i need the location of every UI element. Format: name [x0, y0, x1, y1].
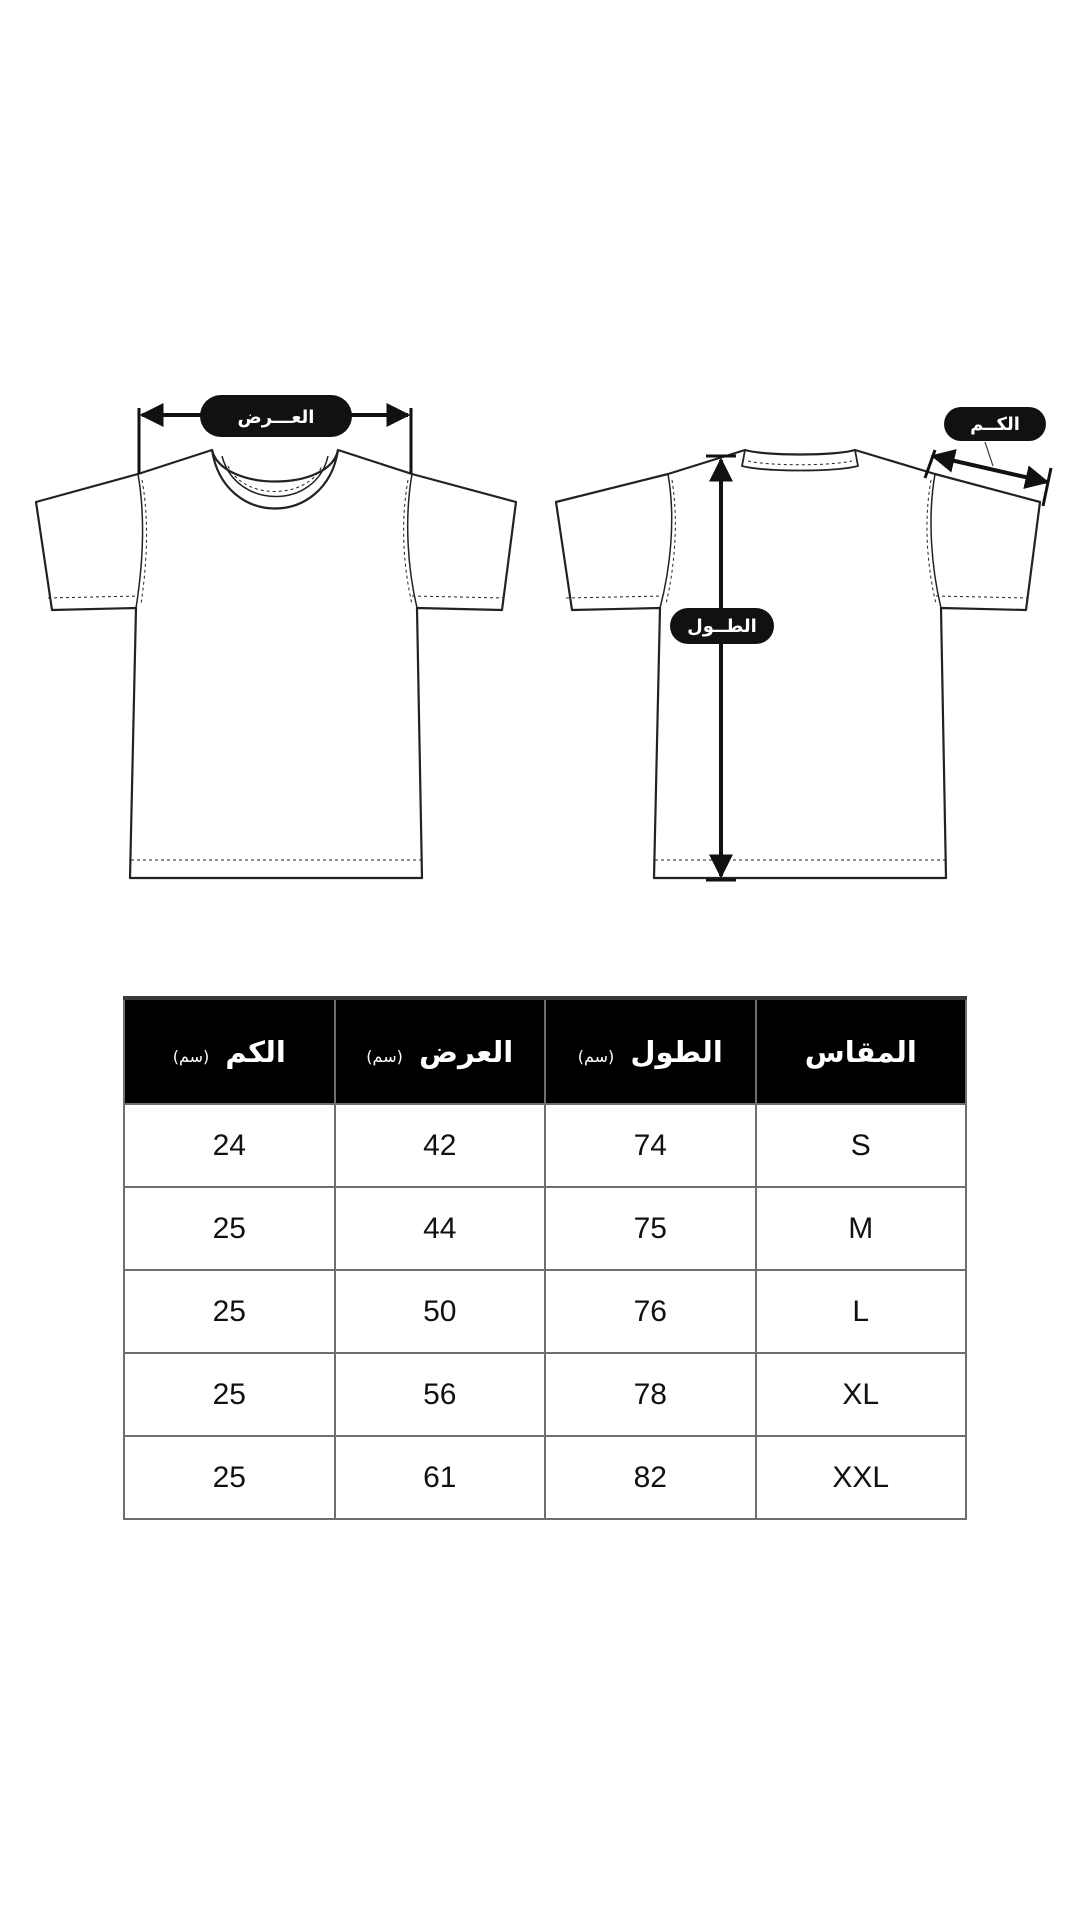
header-length-unit: (سم)	[577, 1046, 615, 1066]
header-size	[756, 998, 967, 1104]
table-header-row	[124, 998, 966, 1104]
header-size-label: المقاس	[804, 1034, 917, 1069]
header-width-label: العرض	[418, 1034, 514, 1069]
cell-width: 42	[335, 1104, 546, 1187]
cell-size: S	[756, 1104, 967, 1187]
cell-length: 82	[545, 1436, 756, 1519]
size-chart-table	[123, 996, 967, 1520]
cell-length: 78	[545, 1353, 756, 1436]
header-length-label: الطول	[630, 1034, 723, 1069]
cell-size: XL	[756, 1353, 967, 1436]
header-width-unit: (سم)	[366, 1046, 403, 1066]
cell-length: 75	[545, 1187, 756, 1270]
front-width-label: العـــرض	[237, 407, 315, 428]
cell-width: 50	[335, 1270, 546, 1353]
cell-length: 74	[545, 1104, 756, 1187]
cell-sleeve: 25	[124, 1187, 335, 1270]
header-sleeve-label: الكم	[225, 1034, 286, 1069]
header-sleeve	[124, 998, 335, 1104]
table-row	[124, 1187, 966, 1270]
table-row	[124, 1104, 966, 1187]
back-length-label: الطــول	[687, 616, 757, 637]
cell-size: XXL	[756, 1436, 967, 1519]
cell-width: 61	[335, 1436, 546, 1519]
table-row	[124, 1270, 966, 1353]
cell-length: 76	[545, 1270, 756, 1353]
cell-size: M	[756, 1187, 967, 1270]
tshirt-diagram	[0, 0, 1080, 900]
back-tshirt-illustration	[556, 450, 1040, 878]
header-sleeve-unit: (سم)	[172, 1046, 210, 1066]
cell-size: L	[756, 1270, 967, 1353]
table-row	[124, 1436, 966, 1519]
header-width	[335, 998, 546, 1104]
sleeve-label: الكــم	[970, 414, 1020, 435]
cell-width: 44	[335, 1187, 546, 1270]
cell-sleeve: 25	[124, 1436, 335, 1519]
front-tshirt-illustration	[36, 450, 516, 878]
header-length	[545, 998, 756, 1104]
cell-sleeve: 24	[124, 1104, 335, 1187]
cell-width: 56	[335, 1353, 546, 1436]
cell-sleeve: 25	[124, 1353, 335, 1436]
cell-sleeve: 25	[124, 1270, 335, 1353]
table-row	[124, 1353, 966, 1436]
